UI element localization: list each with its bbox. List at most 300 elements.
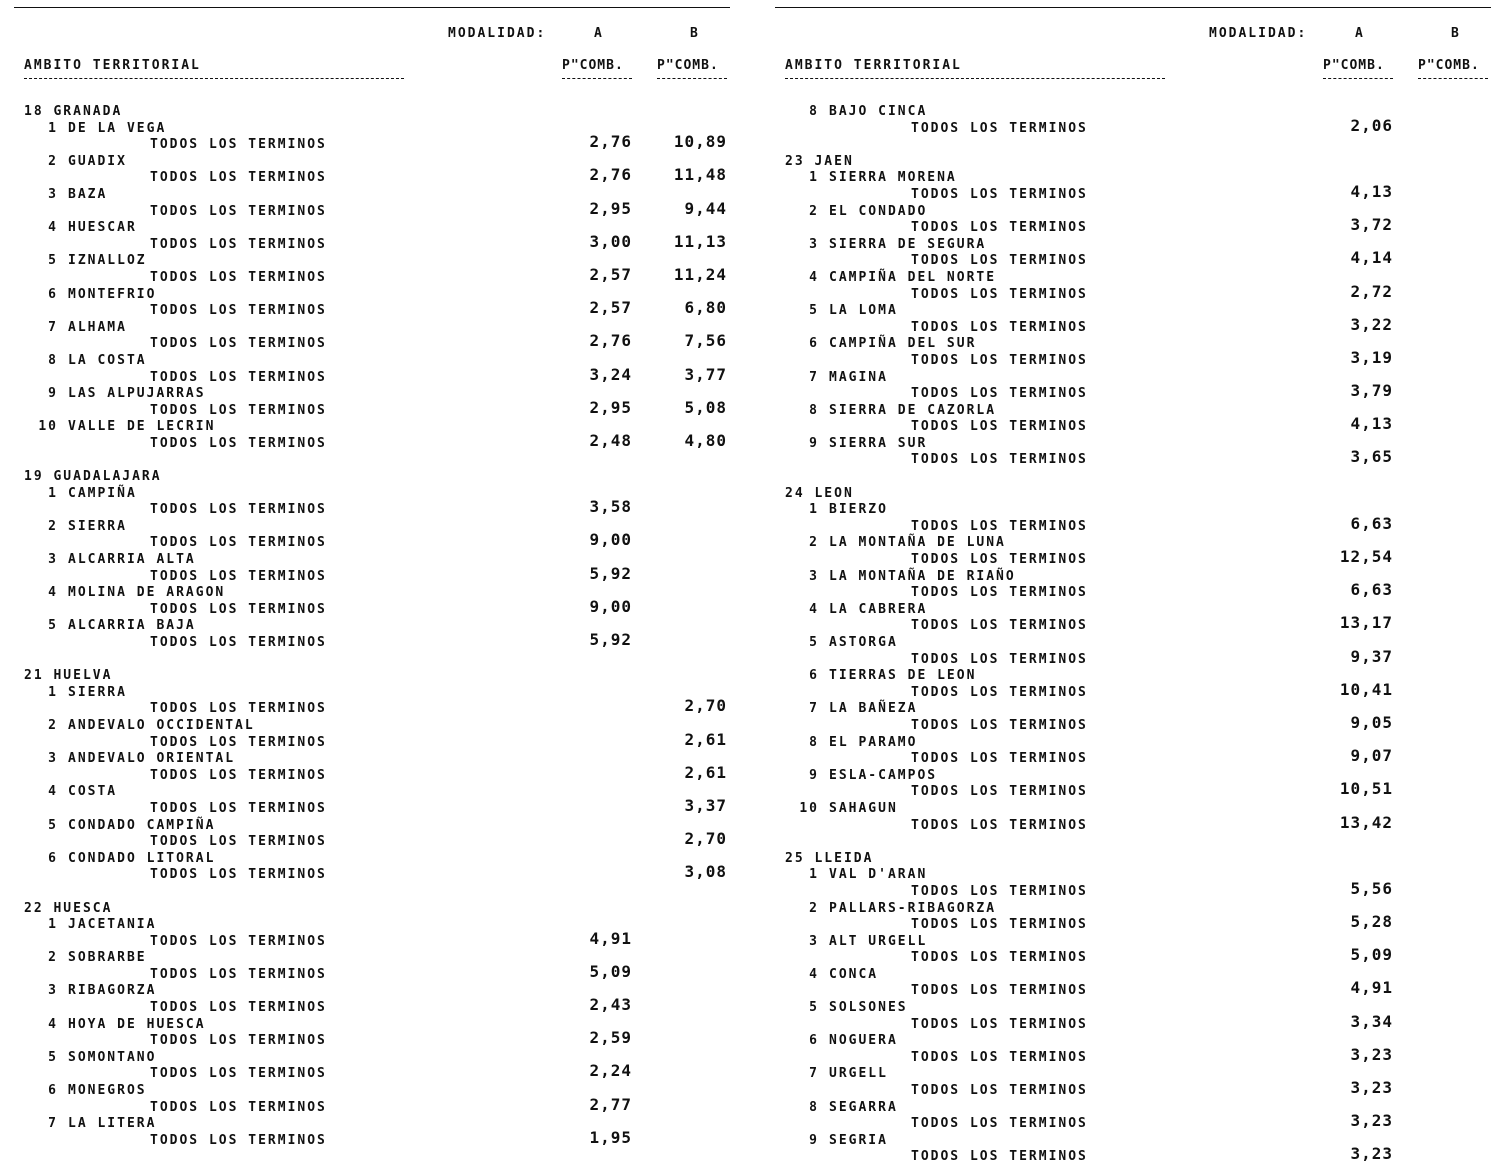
comarca-number: 1 [809,170,819,186]
value-a: 2,24 [589,1061,632,1081]
terminos-row [775,447,1491,469]
comarca-name: ANDEVALO ORIENTAL [68,751,236,767]
comarca-number: 2 [48,950,58,966]
value-a: 4,14 [1350,248,1393,268]
province-heading [775,154,1491,171]
terminos-label: TODOS LOS TERMINOS [911,186,1088,202]
terminos-row [14,497,730,519]
comarca-name: CONCA [829,966,879,982]
comarca-name: VALLE DE LECRIN [68,419,216,435]
value-a: 9,07 [1350,746,1393,766]
ambito-territorial-header: AMBITO TERRITORIAL [785,58,962,73]
value-a: 3,00 [589,231,632,251]
terminos-label: TODOS LOS TERMINOS [911,917,1088,933]
terminos-label: TODOS LOS TERMINOS [150,1132,327,1148]
terminos-label: TODOS LOS TERMINOS [150,1066,327,1082]
comarca-row [14,685,730,702]
terminos-row [775,712,1491,735]
terminos-row [775,1144,1491,1166]
value-a: 2,43 [589,995,632,1015]
value-a: 5,09 [589,961,632,981]
terminos-label: TODOS LOS TERMINOS [911,552,1088,568]
value-b: 11,48 [673,165,727,185]
comarca-number: 2 [48,518,58,534]
comarca-name: CONDADO CAMPIÑA [68,817,216,833]
terminos-label: TODOS LOS TERMINOS [150,834,327,850]
pcomb-b-underline [1418,78,1488,79]
terminos-label: TODOS LOS TERMINOS [911,253,1088,269]
pcomb-a-underline [1323,78,1393,79]
comarca-number: 5 [48,618,58,634]
pcomb-b-header: P"COMB. [1418,58,1480,73]
comarca-name: LA BAÑEZA [829,701,918,717]
terminos-row [775,878,1491,901]
comarca-number: 6 [809,336,819,352]
comarca-number: 8 [809,402,819,418]
left-column [14,0,730,1166]
value-a: 9,05 [1350,712,1393,732]
value-a: 5,28 [1350,912,1393,932]
left-table-body [14,104,730,1149]
value-a: 4,91 [1350,978,1393,998]
value-a: 2,76 [589,132,632,152]
comarca-number: 8 [809,1099,819,1115]
terminos-row [14,795,730,818]
terminos-row [775,347,1491,370]
column-a-label: A [594,26,604,41]
terminos-label: TODOS LOS TERMINOS [911,817,1088,833]
comarca-number: 1 [809,867,819,883]
comarca-name: CAMPIÑA DEL SUR [829,336,977,352]
terminos-label: TODOS LOS TERMINOS [911,618,1088,634]
value-a: 10,41 [1339,679,1393,699]
value-a: 3,22 [1350,314,1393,334]
terminos-row [775,779,1491,801]
comarca-name: EL PARAMO [829,734,918,750]
province-code: 25 [785,850,805,866]
comarca-number: 1 [48,917,58,933]
province-heading [14,469,730,486]
comarca-name: SIERRA DE CAZORLA [829,402,997,418]
terminos-row [775,1011,1491,1034]
comarca-row [14,851,730,868]
province-name: HUELVA [53,668,113,684]
comarca-number: 4 [48,1016,58,1032]
terminos-row [14,630,730,652]
comarca-number: 5 [809,303,819,319]
terminos-row [14,862,730,884]
pcomb-a-header: P"COMB. [1323,58,1385,73]
comarca-name: DE LA VEGA [68,120,167,136]
comarca-name: LAS ALPUJARRAS [68,386,206,402]
comarca-name: SIERRA DE SEGURA [829,236,987,252]
terminos-row [775,1078,1491,1100]
pcomb-b-underline [657,78,727,79]
province-name: GRANADA [53,104,123,119]
terminos-label: TODOS LOS TERMINOS [911,319,1088,335]
comarca-name: SIERRA SUR [829,435,928,451]
value-a: 2,57 [589,264,632,284]
comarca-name: SOBRARBE [68,950,147,966]
comarca-row [14,784,730,801]
comarca-name: URGELL [829,1066,888,1082]
comarca-number: 4 [48,220,58,236]
comarca-number: 9 [809,767,819,783]
terminos-row [775,115,1491,138]
comarca-number: 5 [809,635,819,650]
terminos-row [14,198,730,221]
comarca-number: 1 [48,120,58,136]
comarca-number: 3 [809,933,819,949]
terminos-label: TODOS LOS TERMINOS [150,701,327,717]
value-a: 2,59 [589,1028,632,1048]
province-name: GUADALAJARA [53,469,162,485]
value-a: 3,24 [589,364,632,384]
comarca-number: 6 [48,286,58,302]
terminos-label: TODOS LOS TERMINOS [911,419,1088,435]
comarca-name: BAJO CINCA [829,104,928,119]
terminos-row [775,414,1491,436]
terminos-row [775,513,1491,536]
value-b: 2,61 [684,762,727,782]
comarca-number: 8 [809,104,819,119]
right-table-body [775,104,1491,1166]
comarca-name: LA COSTA [68,352,147,368]
terminos-label: TODOS LOS TERMINOS [150,535,327,551]
terminos-row [14,928,730,951]
value-a: 5,92 [589,563,632,583]
comarca-number: 8 [48,352,58,368]
value-b: 10,89 [673,132,727,152]
terminos-label: TODOS LOS TERMINOS [150,966,327,982]
province-code: 21 [24,668,44,684]
value-b: 11,24 [673,264,727,284]
comarca-number: 3 [48,983,58,999]
comarca-number: 6 [48,1083,58,1099]
comarca-number: 1 [48,485,58,501]
value-a: 2,76 [589,331,632,351]
terminos-row [775,314,1491,337]
comarca-name: BAZA [68,186,108,202]
terminos-label: TODOS LOS TERMINOS [911,784,1088,800]
value-a: 3,72 [1350,215,1393,235]
terminos-label: TODOS LOS TERMINOS [150,800,327,816]
terminos-label: TODOS LOS TERMINOS [911,1016,1088,1032]
terminos-label: TODOS LOS TERMINOS [911,585,1088,601]
comarca-name: TIERRAS DE LEON [829,668,977,684]
comarca-number: 2 [809,203,819,219]
terminos-label: TODOS LOS TERMINOS [150,767,327,783]
value-a: 4,13 [1350,181,1393,201]
terminos-label: TODOS LOS TERMINOS [150,601,327,617]
comarca-number: 9 [48,386,58,402]
value-a: 3,65 [1350,447,1393,467]
terminos-label: TODOS LOS TERMINOS [911,651,1088,667]
province-heading [14,668,730,685]
terminos-row [14,331,730,353]
province-name: LLEIDA [814,850,874,866]
terminos-row [775,945,1491,967]
terminos-label: TODOS LOS TERMINOS [911,352,1088,368]
comarca-name: NOGUERA [829,1033,898,1049]
comarca-name: CAMPIÑA DEL NORTE [829,269,997,285]
comarca-number: 10 [799,800,819,816]
comarca-number: 4 [48,784,58,800]
comarca-number: 2 [48,717,58,733]
terminos-row [775,381,1491,403]
terminos-row [14,696,730,718]
comarca-name: PALLARS-RIBAGORZA [829,900,997,916]
value-b: 3,77 [684,364,727,384]
terminos-label: TODOS LOS TERMINOS [150,635,327,650]
value-a: 2,77 [589,1094,632,1114]
comarca-number: 3 [809,236,819,252]
comarca-name: SIERRA [68,518,127,534]
modalidad-label: MODALIDAD: [1209,26,1308,41]
comarca-number: 3 [48,751,58,767]
comarca-number: 4 [809,269,819,285]
terminos-row [14,530,730,552]
comarca-number: 4 [809,966,819,982]
value-a: 5,56 [1350,878,1393,898]
comarca-number: 5 [48,253,58,269]
value-a: 3,19 [1350,347,1393,367]
terminos-row [14,1094,730,1117]
comarca-name: MONTEFRIO [68,286,157,302]
terminos-label: TODOS LOS TERMINOS [911,717,1088,733]
value-a: 2,95 [589,397,632,417]
province-name: HUESCA [53,900,113,916]
terminos-label: TODOS LOS TERMINOS [150,203,327,219]
comarca-number: 3 [48,552,58,568]
province-code: 22 [24,900,44,916]
terminos-label: TODOS LOS TERMINOS [911,1083,1088,1099]
terminos-row [14,264,730,287]
comarca-number: 4 [48,585,58,601]
value-b: 6,80 [684,298,727,318]
terminos-label: TODOS LOS TERMINOS [150,236,327,252]
comarca-name: LA LOMA [829,303,898,319]
value-b: 9,44 [684,198,727,218]
comarca-name: ALT URGELL [829,933,928,949]
province-code: 24 [785,485,805,501]
comarca-number: 7 [809,1066,819,1082]
terminos-label: TODOS LOS TERMINOS [150,303,327,319]
terminos-row [775,580,1491,602]
value-b: 3,37 [684,795,727,815]
province-heading [14,104,730,121]
terminos-row [14,364,730,387]
comarca-number: 9 [809,1132,819,1148]
value-a: 4,13 [1350,414,1393,434]
terminos-label: TODOS LOS TERMINOS [911,1149,1088,1165]
value-a: 2,76 [589,165,632,185]
comarca-name: SEGRIA [829,1132,888,1148]
terminos-label: TODOS LOS TERMINOS [911,286,1088,302]
column-a-label: A [1355,26,1365,41]
header-underline [785,78,1165,79]
terminos-label: TODOS LOS TERMINOS [911,950,1088,966]
value-a: 3,23 [1350,1078,1393,1098]
comarca-name: MONEGROS [68,1083,147,1099]
terminos-row [775,978,1491,1000]
terminos-row [775,281,1491,304]
column-b-label: B [1451,26,1461,41]
value-a: 5,09 [1350,945,1393,965]
comarca-name: SEGARRA [829,1099,898,1115]
terminos-row [14,563,730,586]
comarca-number: 1 [48,684,58,700]
value-a: 9,00 [589,530,632,550]
value-b: 2,70 [684,696,727,716]
comarca-number: 6 [809,668,819,684]
comarca-name: ALCARRIA ALTA [68,552,196,568]
value-a: 6,63 [1350,580,1393,600]
comarca-number: 9 [809,435,819,451]
province-heading [775,486,1491,503]
terminos-label: TODOS LOS TERMINOS [150,1099,327,1115]
value-b: 5,08 [684,397,727,417]
comarca-number: 5 [48,817,58,833]
value-b: 4,80 [684,430,727,450]
comarca-name: COSTA [68,784,118,800]
value-a: 3,79 [1350,381,1393,401]
terminos-row [14,1028,730,1050]
value-a: 13,42 [1339,812,1393,832]
terminos-label: TODOS LOS TERMINOS [911,518,1088,534]
terminos-row [14,430,730,453]
terminos-row [775,746,1491,768]
comarca-row [14,718,730,735]
value-a: 3,58 [589,497,632,517]
value-a: 2,72 [1350,281,1393,301]
comarca-number: 2 [809,900,819,916]
value-a: 3,34 [1350,1011,1393,1031]
value-b: 2,61 [684,729,727,749]
terminos-row [775,215,1491,237]
comarca-number: 3 [809,568,819,584]
province-name: LEON [814,485,854,501]
terminos-row [775,646,1491,669]
province-code: 18 [24,104,44,119]
terminos-row [775,1044,1491,1067]
right-column [775,0,1491,1166]
comarca-name: EL CONDADO [829,203,928,219]
value-a: 6,63 [1350,513,1393,533]
terminos-label: TODOS LOS TERMINOS [150,369,327,385]
terminos-label: TODOS LOS TERMINOS [150,170,327,186]
terminos-label: TODOS LOS TERMINOS [150,137,327,153]
comarca-name: ALCARRIA BAJA [68,618,196,634]
terminos-row [775,547,1491,569]
terminos-label: TODOS LOS TERMINOS [150,336,327,352]
comarca-name: SIERRA [68,684,127,700]
pcomb-b-header: P"COMB. [657,58,719,73]
province-heading [14,901,730,918]
terminos-row [14,1061,730,1083]
comarca-name: JACETANIA [68,917,157,933]
comarca-name: SIERRA MORENA [829,170,957,186]
value-b: 3,08 [684,862,727,882]
comarca-number: 8 [809,734,819,750]
value-b: 2,70 [684,829,727,849]
value-a: 9,37 [1350,646,1393,666]
terminos-row [775,912,1491,934]
terminos-row [775,181,1491,204]
terminos-row [775,1111,1491,1133]
modalidad-label: MODALIDAD: [448,26,547,41]
comarca-name: ANDEVALO OCCIDENTAL [68,717,255,733]
top-rule [14,7,730,8]
value-a: 3,23 [1350,1044,1393,1064]
top-rule [775,7,1491,8]
value-a: 2,57 [589,298,632,318]
province-name: JAEN [814,153,854,169]
terminos-row [14,132,730,154]
province-heading [775,851,1491,868]
terminos-label: TODOS LOS TERMINOS [911,1116,1088,1132]
comarca-row [14,818,730,835]
comarca-name: ESLA-CAMPOS [829,767,938,783]
column-b-label: B [690,26,700,41]
terminos-label: TODOS LOS TERMINOS [911,220,1088,236]
value-b: 11,13 [673,231,727,251]
comarca-number: 5 [809,1000,819,1016]
province-code: 19 [24,469,44,485]
terminos-label: TODOS LOS TERMINOS [150,1033,327,1049]
comarca-number: 2 [809,535,819,551]
terminos-row [14,1127,730,1150]
comarca-number: 6 [809,1033,819,1049]
value-a: 3,23 [1350,1144,1393,1164]
comarca-name: LA LITERA [68,1116,157,1132]
comarca-name: SOMONTANO [68,1049,157,1065]
pcomb-a-header: P"COMB. [562,58,624,73]
terminos-label: TODOS LOS TERMINOS [911,452,1088,468]
value-a: 2,48 [589,430,632,450]
terminos-label: TODOS LOS TERMINOS [150,867,327,883]
value-a: 9,00 [589,596,632,616]
comarca-name: RIBAGORZA [68,983,157,999]
comarca-name: LA MONTAÑA DE RIAÑO [829,568,1016,584]
comarca-name: HOYA DE HUESCA [68,1016,206,1032]
comarca-name: LA CABRERA [829,601,928,617]
value-b: 7,56 [684,331,727,351]
comarca-name: MAGINA [829,369,888,385]
terminos-row [14,231,730,254]
terminos-label: TODOS LOS TERMINOS [150,568,327,584]
comarca-name: ASTORGA [829,635,898,650]
comarca-number: 5 [48,1049,58,1065]
ambito-territorial-header: AMBITO TERRITORIAL [24,58,201,73]
terminos-row [775,679,1491,702]
comarca-name: GUADIX [68,153,127,169]
value-a: 3,23 [1350,1111,1393,1131]
terminos-label: TODOS LOS TERMINOS [150,1000,327,1016]
comarca-name: SOLSONES [829,1000,908,1016]
comarca-name: LA MONTAÑA DE LUNA [829,535,1006,551]
comarca-name: SAHAGUN [829,800,898,816]
terminos-row [14,165,730,187]
terminos-label: TODOS LOS TERMINOS [150,269,327,285]
comarca-name: ALHAMA [68,319,127,335]
terminos-label: TODOS LOS TERMINOS [150,734,327,750]
comarca-number: 2 [48,153,58,169]
comarca-number: 10 [38,419,58,435]
pcomb-a-underline [562,78,632,79]
comarca-number: 1 [809,502,819,518]
terminos-label: TODOS LOS TERMINOS [150,402,327,418]
